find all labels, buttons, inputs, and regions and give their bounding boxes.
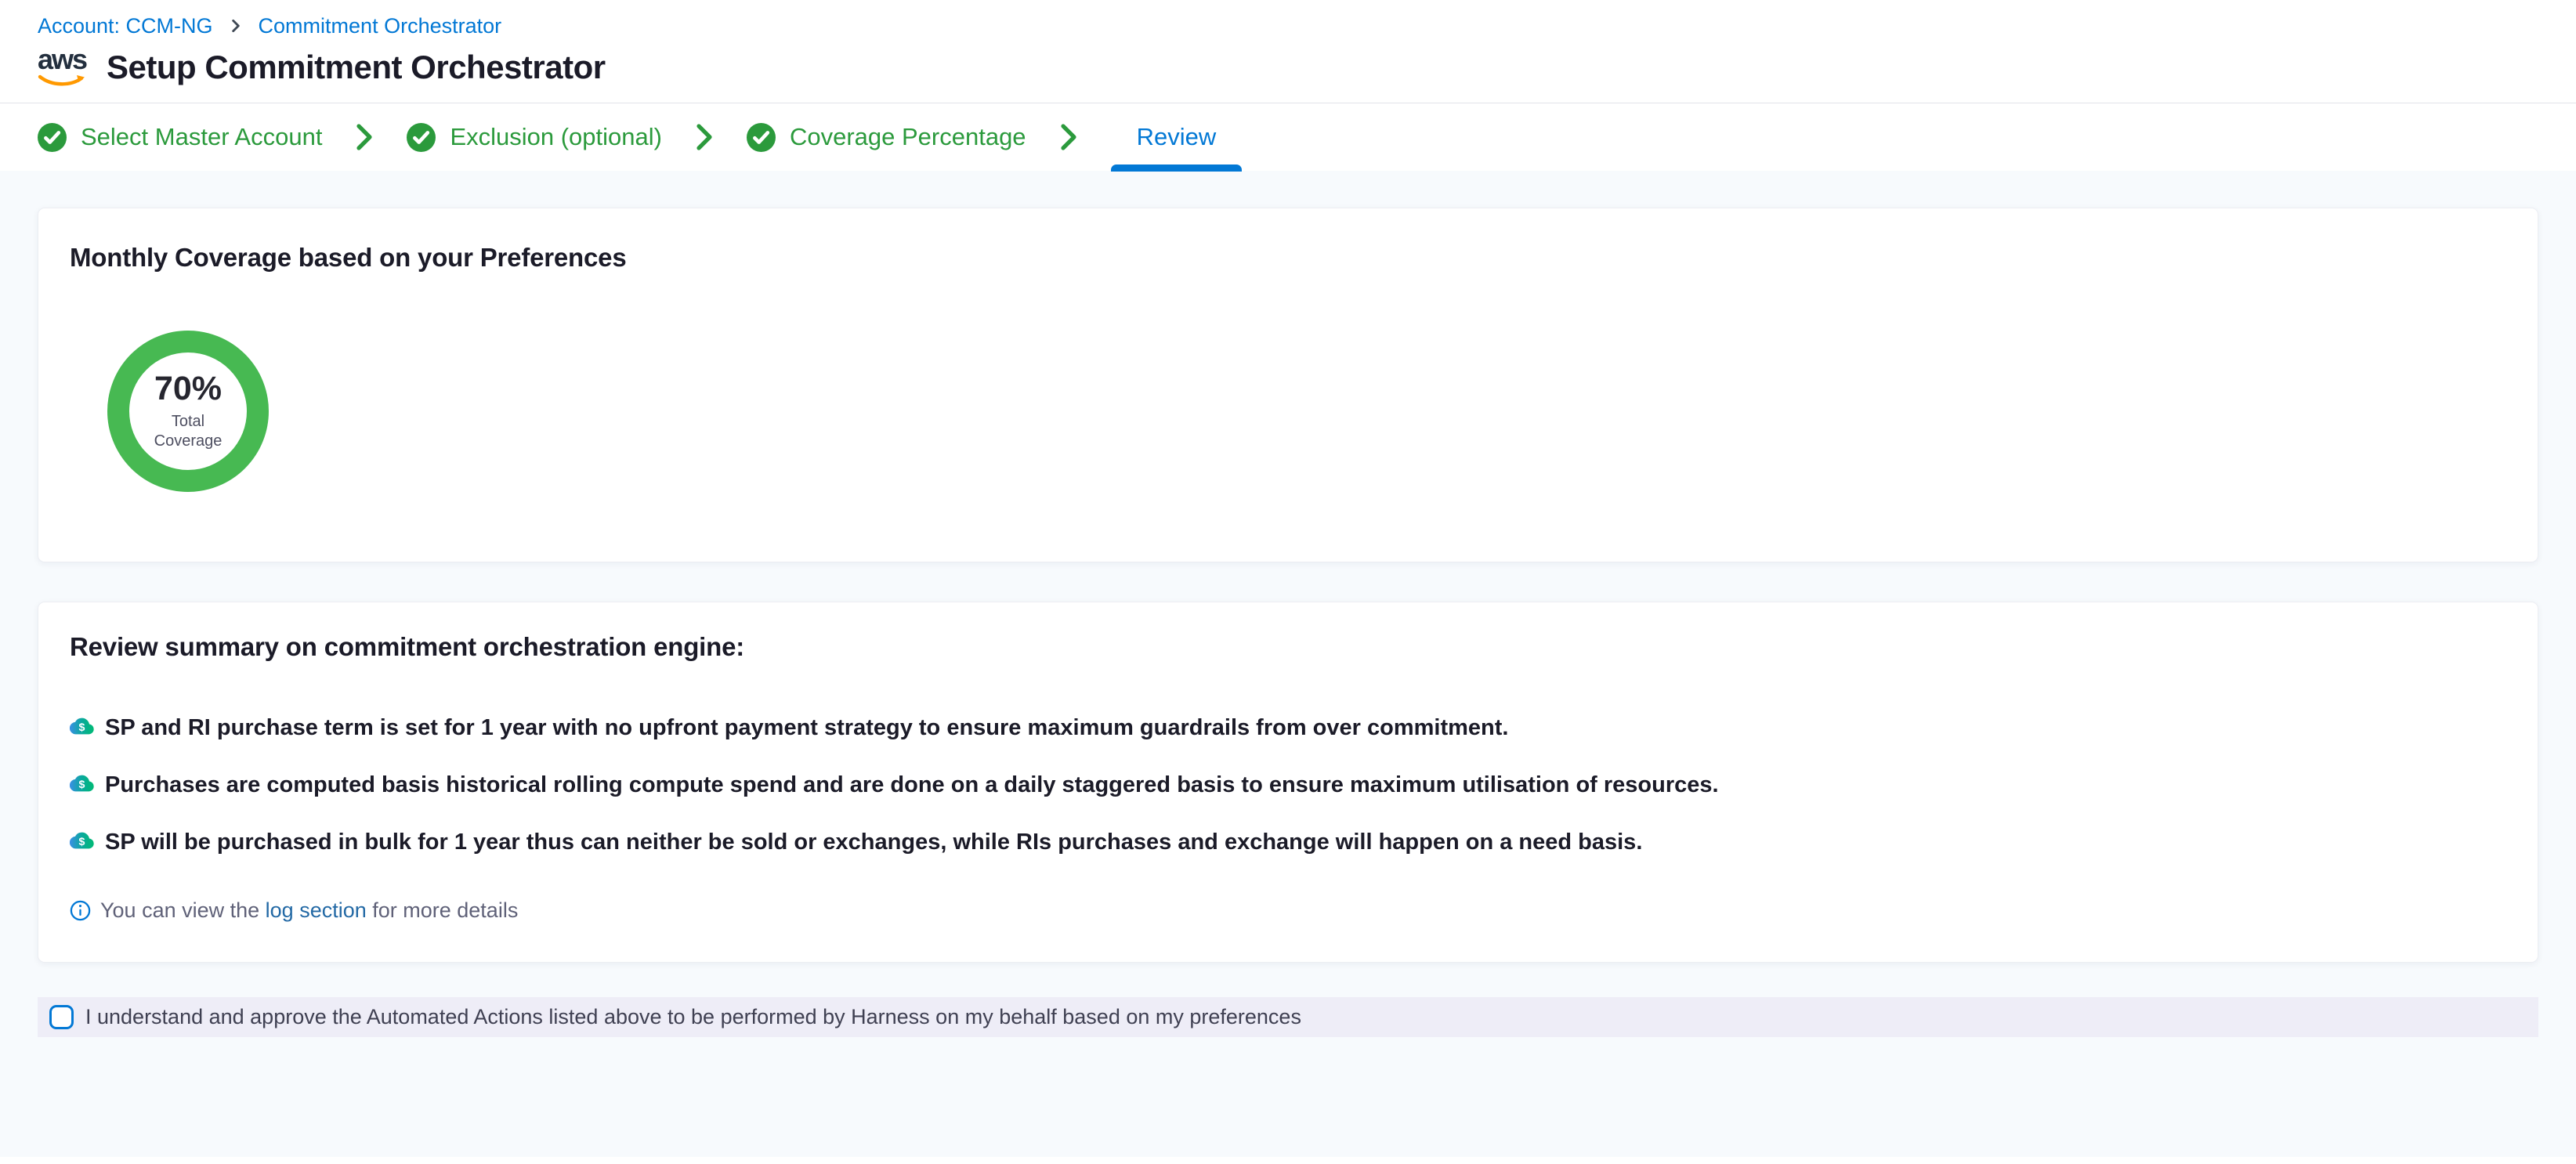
- main-content: [0, 171, 2576, 1164]
- log-section-link[interactable]: log section: [265, 898, 367, 922]
- step-label: Select Master Account: [81, 123, 323, 150]
- step-label: Coverage Percentage: [789, 123, 1026, 150]
- bullet-text: Purchases are computed basis historical rolling compute spend and are done on a daily staggered basis to ensure maximum utilisation of resources.: [105, 772, 1719, 797]
- coverage-donut-chart: [107, 331, 269, 492]
- cloud-dollar-icon: [70, 716, 94, 736]
- info-suffix: for more details: [366, 898, 519, 922]
- aws-logo-icon: aws: [38, 45, 86, 89]
- bottom-strip: [0, 1157, 2576, 1164]
- step-review-active-tab[interactable]: [1111, 103, 1243, 172]
- step-select-master-account[interactable]: [38, 123, 322, 152]
- info-note-text: [100, 898, 518, 923]
- step-coverage-percentage[interactable]: [747, 123, 1026, 152]
- check-circle-icon: [38, 123, 67, 152]
- coverage-card-title: Monthly Coverage based on your Preferences: [70, 243, 627, 272]
- info-icon: [70, 900, 91, 921]
- breadcrumb-chevron-icon: [226, 16, 246, 36]
- step-chevron-icon: [695, 123, 714, 151]
- bullet-text: SP will be purchased in bulk for 1 year thus can neither be sold or exchanges, while RIs purchases and exchange will happen on a need basis.: [105, 830, 1643, 855]
- approval-bar[interactable]: [38, 997, 2538, 1037]
- title-row: [38, 45, 2538, 89]
- svg-text:$: $: [78, 778, 85, 791]
- summary-bullet-list: [70, 715, 2506, 855]
- step-exclusion-optional[interactable]: [407, 123, 662, 152]
- summary-bullet: [70, 830, 2506, 855]
- svg-text:$: $: [78, 721, 85, 734]
- step-label: Exclusion (optional): [450, 123, 662, 150]
- cloud-dollar-icon: [70, 773, 94, 793]
- info-note: [70, 898, 2506, 923]
- breadcrumb: [38, 13, 2538, 39]
- step-chevron-icon: [355, 123, 374, 151]
- review-summary-card: [38, 602, 2538, 963]
- donut-value: 70%: [154, 370, 223, 408]
- approval-label: I understand and approve the Automated Actions listed above to be performed by Harness on my behalf based on my preferences: [85, 1005, 1301, 1028]
- breadcrumb-page-link[interactable]: Commitment Orchestrator: [258, 14, 502, 38]
- summary-card-title: Review summary on commitment orchestration engine:: [70, 632, 745, 661]
- step-chevron-icon: [1059, 123, 1078, 151]
- page-header: [0, 0, 2576, 103]
- summary-bullet: [70, 715, 2506, 740]
- info-prefix: You can view the: [100, 898, 266, 922]
- svg-text:$: $: [78, 835, 85, 848]
- check-circle-icon: [407, 123, 436, 152]
- breadcrumb-account-link[interactable]: Account: CCM-NG: [38, 14, 213, 38]
- donut-label: Total Coverage: [154, 412, 223, 450]
- cloud-dollar-icon: [70, 830, 94, 851]
- approval-checkbox[interactable]: [49, 1005, 74, 1029]
- wizard-stepper: [0, 103, 2576, 171]
- check-circle-icon: [747, 123, 776, 152]
- summary-bullet: [70, 772, 2506, 797]
- monthly-coverage-card: [38, 208, 2538, 562]
- step-label: Review: [1136, 123, 1217, 150]
- bullet-text: SP and RI purchase term is set for 1 year with no upfront payment strategy to ensure maximum guardrails from over commitment.: [105, 715, 1509, 740]
- page-title: Setup Commitment Orchestrator: [107, 48, 606, 85]
